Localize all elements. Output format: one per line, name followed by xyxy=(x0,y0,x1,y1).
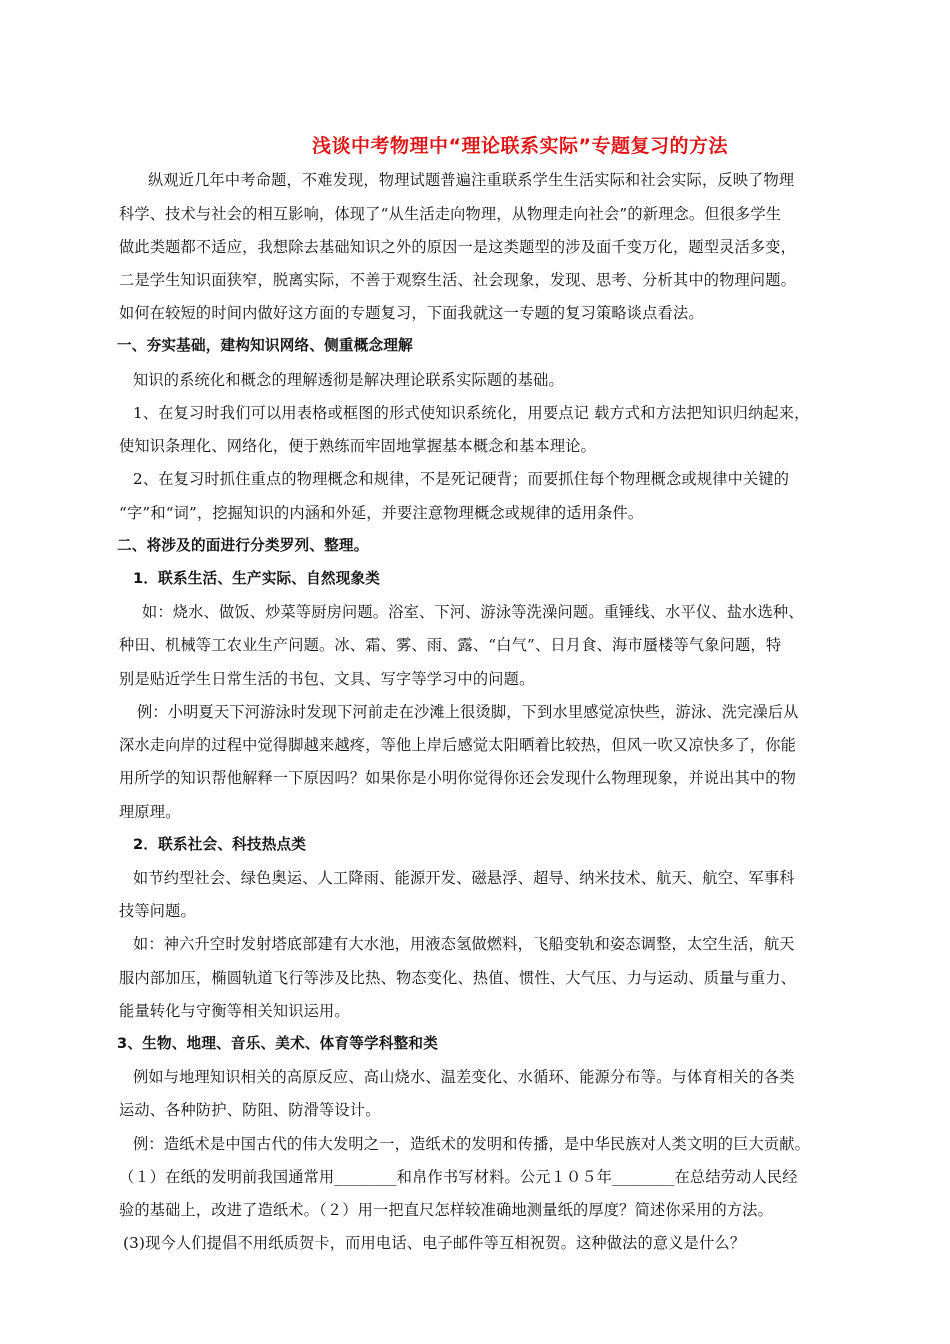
paragraph-line: (3)现今人们提倡不用纸质贺卡，而用电话、电子邮件等互相祝贺。这种做法的意义是什么？ xyxy=(123,1234,746,1252)
subsection-heading: 3、生物、地理、音乐、美术、体育等学科整和类 xyxy=(117,1035,439,1052)
paragraph-line: 使知识条理化、网络化，便于熟练而牢固地掌握基本概念和基本理论。 xyxy=(119,437,597,455)
document-title: 浅谈中考物理中“理论联系实际”专题复习的方法 xyxy=(312,135,728,157)
subsection-heading: 2．联系社会、科技热点类 xyxy=(133,836,307,853)
paragraph-line: 种田、机械等工农业生产问题。冰、霜、雾、雨、露、“白气”、日月食、海市蜃楼等气象问题，特 xyxy=(119,636,782,654)
paragraph-line: 纵观近几年中考命题，不难发现，物理试题普遍注重联系学生生活实际和社会实际，反映了物理 xyxy=(148,171,795,189)
subsection-heading: 1．联系生活、生产实际、自然现象类 xyxy=(133,570,381,587)
paragraph-line: 例：造纸术是中国古代的伟大发明之一，造纸术的发明和传播，是中华民族对人类文明的巨大贡献。 xyxy=(133,1135,811,1153)
paragraph-line: 做此类题都不适应，我想除去基础知识之外的原因一是这类题型的涉及面千变万化，题型灵活多变， xyxy=(119,238,797,256)
paragraph-line: 例如与地理知识相关的高原反应、高山烧水、温差变化、水循环、能源分布等。与体育相关的各类 xyxy=(133,1068,795,1086)
paragraph-line: 如何在较短的时间内做好这方面的专题复习，下面我就这一专题的复习策略谈点看法。 xyxy=(119,304,704,322)
paragraph-line: 如：神六升空时发射塔底部建有大水池，用液态氢做燃料，飞船变轨和姿态调整，太空生活，航天 xyxy=(133,935,795,953)
section-heading: 一、夯实基础，建构知识网络、侧重概念理解 xyxy=(117,337,413,354)
paragraph-line: 知识的系统化和概念的理解透彻是解决理论联系实际题的基础。 xyxy=(133,371,564,389)
paragraph-line: 服内部加压，椭圆轨道飞行等涉及比热、物态变化、热值、惯性、大气压、力与运动、质量与重力、 xyxy=(119,969,797,987)
paragraph-line: 用所学的知识帮他解释一下原因吗？如果你是小明你觉得你还会发现什么物理现象，并说出其中的物 xyxy=(119,769,797,787)
paragraph-line: （１）在纸的发明前我国通常用________和帛作书写材料。公元１０５年________在总结劳动人民经 xyxy=(119,1168,798,1186)
paragraph-line: 理原理。 xyxy=(119,803,181,821)
paragraph-line: 技等问题。 xyxy=(119,902,196,920)
paragraph-line: 科学、技术与社会的相互影响，体现了“从生活走向物理，从物理走向社会”的新理念。但很多学生 xyxy=(119,205,782,223)
paragraph-line: 能量转化与守衡等相关知识运用。 xyxy=(119,1002,350,1020)
paragraph-line: 2、在复习时抓住重点的物理概念和规律，不是死记硬背；而要抓住每个物理概念或规律中关键的 xyxy=(133,470,790,488)
paragraph-line: 别是贴近学生日常生活的书包、文具、写字等学习中的问题。 xyxy=(119,670,535,688)
paragraph-line: 深水走向岸的过程中觉得脚越来越疼，等他上岸后感觉太阳晒着比较热，但风一吹又凉快多了，你能 xyxy=(119,736,797,754)
paragraph-line: 如节约型社会、绿色奥运、人工降雨、能源开发、磁悬浮、超导、纳米技术、航天、航空、军事科 xyxy=(133,869,795,887)
paragraph-line: 运动、各种防护、防阻、防滑等设计。 xyxy=(119,1101,381,1119)
paragraph-line: 1、在复习时我们可以用表格或框图的形式使知识系统化，用要点记 载方式和方法把知识归纳起来， xyxy=(133,404,810,422)
section-heading: 二、将涉及的面进行分类罗列、整理。 xyxy=(117,537,369,554)
paragraph-line: 例：小明夏天下河游泳时发现下河前走在沙滩上很烫脚，下到水里感觉凉快些，游泳、洗完澡后从 xyxy=(137,703,799,721)
paragraph-line: “字”和“词”，挖掘知识的内涵和外延，并要注意物理概念或规律的适用条件。 xyxy=(119,504,644,522)
paragraph-line: 二是学生知识面狭窄，脱离实际，不善于观察生活、社会现象，发现、思考、分析其中的物理问题。 xyxy=(119,271,797,289)
paragraph-line: 验的基础上，改进了造纸术。（２）用一把直尺怎样较准确地测量纸的厚度？简述你采用的方法。 xyxy=(119,1201,774,1219)
paragraph-line: 如：烧水、做饭、炒菜等厨房问题。浴室、下河、游泳等洗澡问题。重锤线、水平仪、盐水选种、 xyxy=(142,603,804,621)
